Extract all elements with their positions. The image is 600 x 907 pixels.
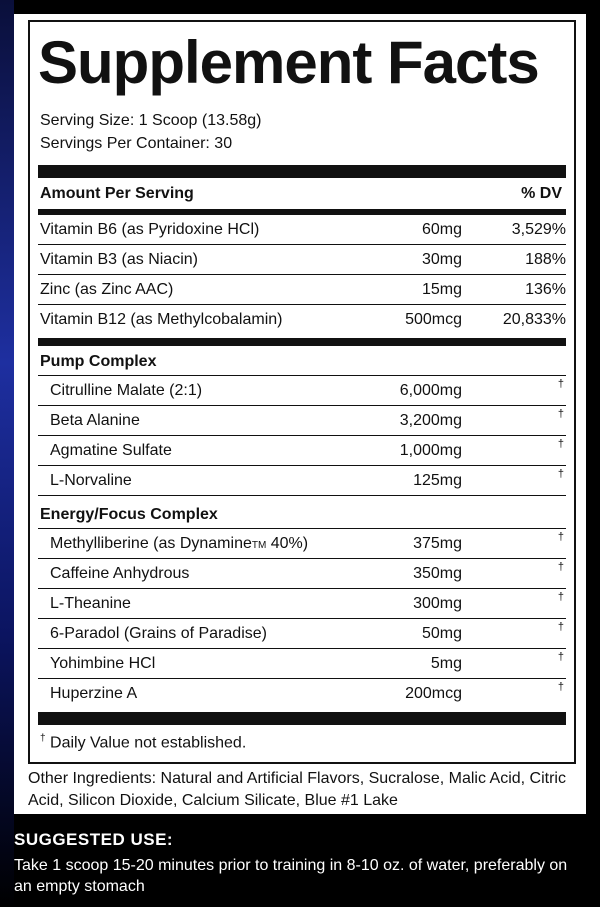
section-heading: Energy/Focus Complex	[40, 506, 218, 523]
ingredient-name: Caffeine Anhydrous	[50, 565, 190, 582]
ingredient-dv: 20,833%	[502, 311, 566, 328]
ingredient-name: Agmatine Sulfate	[50, 442, 172, 459]
supplement-facts-box	[28, 20, 576, 764]
ingredient-amount: 500mcg	[405, 311, 462, 328]
ingredient-name: Huperzine A	[50, 685, 138, 702]
dv-header: % DV	[521, 185, 562, 202]
thick-divider	[38, 165, 566, 178]
ingredient-amount: 5mg	[430, 655, 462, 672]
ingredient-name: L-Norvaline	[50, 472, 132, 489]
dagger-mark: †	[557, 468, 564, 480]
ingredient-name: Vitamin B12 (as Methylcobalamin)	[40, 311, 283, 328]
ingredient-name	[50, 535, 308, 553]
ingredient-amount: 375mg	[413, 535, 462, 552]
ingredient-amount: 1,000mg	[399, 442, 462, 459]
table-row	[38, 275, 566, 305]
table-row	[38, 436, 566, 466]
trademark-mark: TM	[251, 540, 267, 551]
ingredient-amount: 60mg	[421, 221, 462, 238]
dagger-mark: †	[40, 733, 46, 744]
suggested-use-title: SUGGESTED USE:	[14, 830, 174, 849]
table-row	[38, 529, 566, 559]
dagger-mark: †	[557, 591, 564, 603]
footnote	[40, 733, 246, 752]
label-panel	[14, 14, 586, 814]
serving-size: Serving Size: 1 Scoop (13.58g)	[40, 112, 262, 129]
table-row	[38, 649, 566, 679]
ingredient-amount: 6,000mg	[399, 382, 462, 399]
dagger-mark: †	[557, 651, 564, 663]
ingredient-name: Beta Alanine	[50, 412, 140, 429]
ingredient-amount: 350mg	[413, 565, 462, 582]
servings-per-container: Servings Per Container: 30	[40, 135, 233, 152]
page-title: Supplement Facts	[38, 29, 539, 96]
ingredient-name: Vitamin B6 (as Pyridoxine HCl)	[40, 221, 260, 238]
table-row	[38, 589, 566, 619]
table-row	[38, 679, 566, 708]
table-row	[38, 406, 566, 436]
table-row	[38, 245, 566, 275]
table-row	[38, 619, 566, 649]
ingredient-name-suffix: 40%)	[266, 535, 309, 552]
table-row	[38, 305, 566, 334]
dagger-mark: †	[557, 438, 564, 450]
ingredient-amount: 15mg	[421, 281, 462, 298]
ingredient-name-part: Methylliberine (as Dynamine	[50, 535, 252, 552]
section-heading: Pump Complex	[40, 353, 157, 370]
ingredient-name: Vitamin B3 (as Niacin)	[40, 251, 198, 268]
background-stripe	[0, 0, 14, 907]
suggested-use-text: Take 1 scoop 15-20 minutes prior to training in 8-10 oz. of water, preferably on an empty stomach	[14, 857, 568, 895]
table-row	[38, 376, 566, 406]
dagger-mark: †	[557, 561, 564, 573]
dagger-mark: †	[557, 531, 564, 543]
ingredient-amount: 30mg	[421, 251, 462, 268]
ingredient-amount: 50mg	[421, 625, 462, 642]
table-row	[38, 559, 566, 589]
dagger-mark: †	[557, 408, 564, 420]
ingredient-name: Yohimbine HCl	[50, 655, 156, 672]
ingredient-amount: 200mcg	[405, 685, 462, 702]
ingredient-amount: 3,200mg	[399, 412, 462, 429]
amount-per-serving-header: Amount Per Serving	[40, 185, 194, 202]
ingredient-name: Citrulline Malate (2:1)	[50, 382, 203, 399]
dagger-mark: †	[557, 681, 564, 693]
table-row	[38, 466, 566, 496]
table-row	[38, 215, 566, 245]
ingredient-dv: 3,529%	[511, 221, 566, 238]
ingredient-amount: 125mg	[413, 472, 462, 489]
thick-divider	[38, 712, 566, 725]
ingredient-dv: 136%	[525, 281, 566, 298]
ingredient-amount: 300mg	[413, 595, 462, 612]
dagger-mark: †	[557, 378, 564, 390]
ingredient-name: Zinc (as Zinc AAC)	[40, 281, 174, 298]
ingredient-dv: 188%	[525, 251, 566, 268]
other-ingredients: Other Ingredients: Natural and Artificial Flavors, Sucralose, Malic Acid, Citric Acid, Silicon Dioxide, Calcium Silicate, Blue #1 Lake	[28, 770, 566, 809]
dagger-mark: †	[557, 621, 564, 633]
footnote-text: Daily Value not established.	[45, 734, 247, 752]
thick-divider	[38, 338, 566, 346]
ingredient-name: L-Theanine	[50, 595, 131, 612]
ingredient-name: 6-Paradol (Grains of Paradise)	[50, 625, 267, 642]
